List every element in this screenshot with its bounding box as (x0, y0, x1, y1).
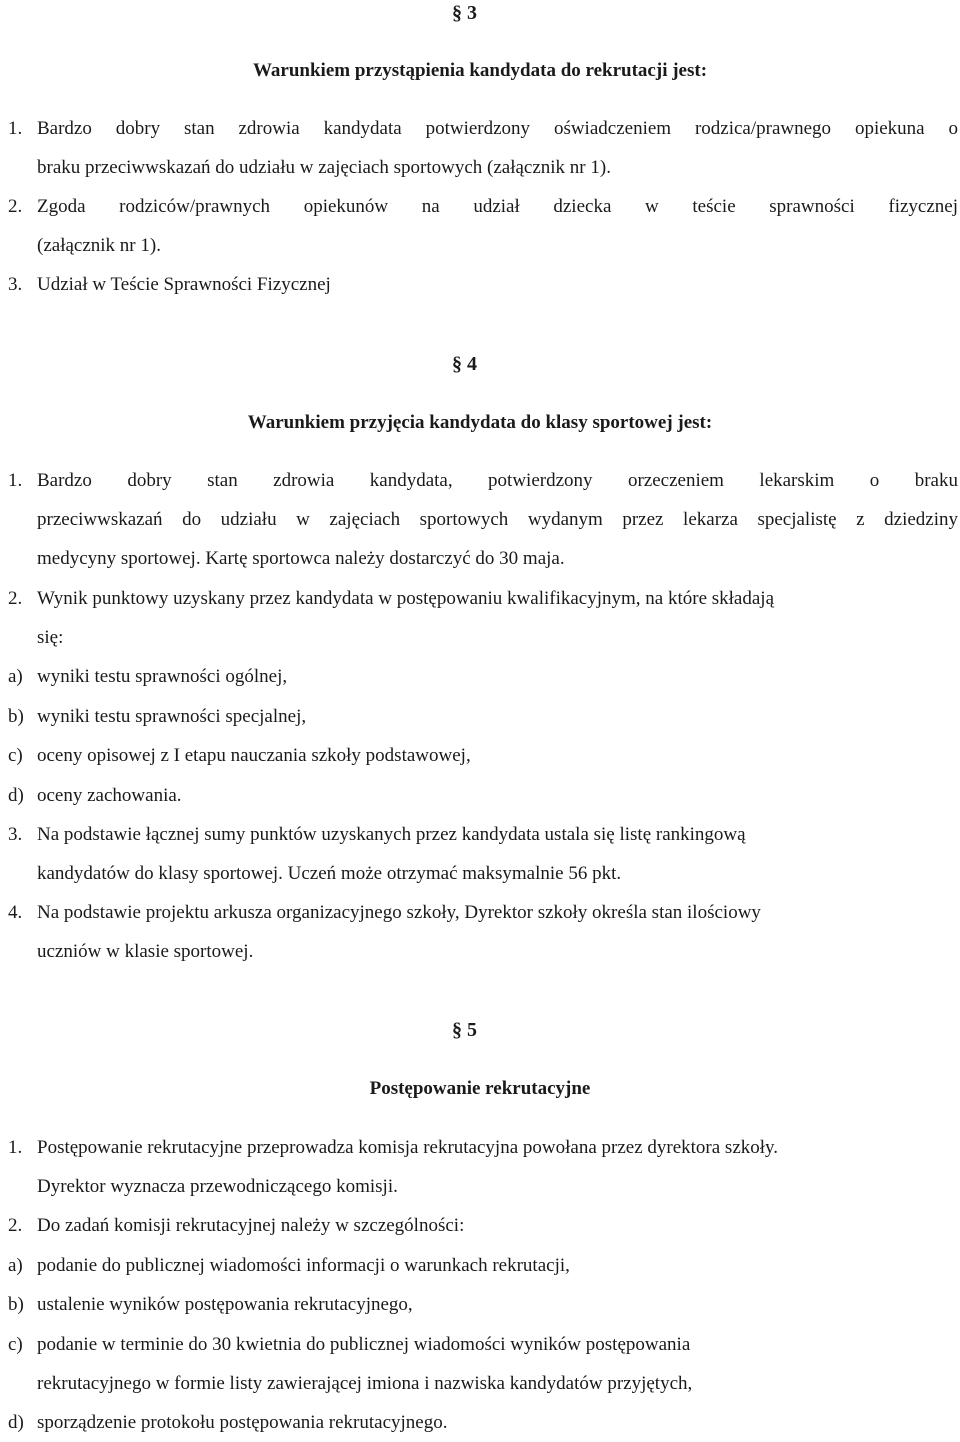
section-5-item-2 (8, 1206, 958, 1245)
item-marker: c) (8, 745, 23, 766)
section-5-item-b (8, 1285, 958, 1324)
section-3-item-1 (8, 109, 958, 148)
item-text-line: Dyrektor wyznacza przewodniczącego komisji. (37, 1176, 398, 1197)
item-marker: d) (8, 785, 24, 806)
item-marker: 3. (8, 824, 23, 845)
item-text-line: Na podstawie łącznej sumy punktów uzyskanych przez kandydata ustala się listę rankingową (37, 824, 746, 845)
section-3-item-3 (8, 265, 958, 304)
section-4-item-4 (8, 893, 958, 971)
section-5-item-a (8, 1246, 958, 1285)
item-text-line: Udział w Teście Sprawności Fizycznej (37, 274, 331, 295)
item-text-line: oceny opisowej z I etapu nauczania szkoły podstawowej, (37, 745, 471, 766)
section-3-item-1-cont (37, 148, 958, 187)
section-4-item-2 (8, 579, 958, 657)
item-marker: 1. (8, 118, 23, 139)
item-text-line: Wynik punktowy uzyskany przez kandydata w postępowaniu kwalifikacyjnym, na które składają (37, 588, 775, 609)
item-text-line: przeciwwskazań do udziału w zajęciach sportowych wydanym przez lekarza specjalistę z dziedziny (37, 509, 958, 530)
item-marker: 1. (8, 470, 23, 491)
item-text-line: wyniki testu sprawności specjalnej, (37, 706, 307, 727)
item-text-line: Bardzo dobry stan zdrowia kandydata, potwierdzony orzeczeniem lekarskim o braku (37, 470, 958, 491)
section-4-item-c (8, 736, 958, 775)
section-4-item-3 (8, 815, 958, 893)
item-text-line: Na podstawie projektu arkusza organizacyjnego szkoły, Dyrektor szkoły określa stan ilościowy (37, 902, 761, 923)
item-text-line: wyniki testu sprawności ogólnej, (37, 666, 288, 687)
item-marker: 3. (8, 274, 23, 295)
item-text-line: podanie w terminie do 30 kwietnia do publicznej wiadomości wyników postępowania (37, 1334, 691, 1355)
section-4-number: § 4 (452, 353, 477, 375)
item-text-line: kandydatów do klasy sportowej. Uczeń może otrzymać maksymalnie 56 pkt. (37, 863, 622, 884)
item-text-line: się: (37, 627, 64, 648)
item-marker: 2. (8, 1215, 23, 1236)
section-4-item-a (8, 657, 958, 696)
section-4-item-1 (8, 461, 958, 578)
section-3-number: § 3 (452, 2, 477, 24)
item-marker: c) (8, 1334, 23, 1355)
section-4-item-d (8, 776, 958, 815)
section-5-item-d (8, 1403, 958, 1442)
item-text-line: Do zadań komisji rekrutacyjnej należy w szczególności: (37, 1215, 465, 1236)
item-text-line: sporządzenie protokołu postępowania rekrutacyjnego. (37, 1412, 448, 1433)
section-4-item-b (8, 697, 958, 736)
item-text-line: braku przeciwwskazań do udziału w zajęciach sportowych (załącznik nr 1). (37, 157, 611, 178)
item-text-line: ustalenie wyników postępowania rekrutacyjnego, (37, 1294, 413, 1315)
item-text-line: Zgoda rodziców/prawnych opiekunów na udział dziecka w teście sprawności fizycznej (37, 196, 958, 217)
section-5-item-1 (8, 1128, 958, 1206)
item-marker: 2. (8, 588, 23, 609)
item-marker: 2. (8, 196, 23, 217)
item-text-line: Postępowanie rekrutacyjne przeprowadza komisja rekrutacyjna powołana przez dyrektora szkoły. (37, 1137, 779, 1158)
item-marker: d) (8, 1412, 24, 1433)
item-marker: b) (8, 706, 24, 727)
item-marker: b) (8, 1294, 24, 1315)
item-marker: a) (8, 1255, 23, 1276)
section-5-title: Postępowanie rekrutacyjne (369, 1078, 591, 1099)
section-5-item-c (8, 1325, 958, 1403)
item-text-line: uczniów w klasie sportowej. (37, 941, 254, 962)
item-text-line: podanie do publicznej wiadomości informacji o warunkach rekrutacji, (37, 1255, 570, 1276)
item-text-line: (załącznik nr 1). (37, 235, 161, 256)
section-4-title: Warunkiem przyjęcia kandydata do klasy sportowej jest: (247, 412, 713, 433)
item-text-line: medycyny sportowej. Kartę sportowca należy dostarczyć do 30 maja. (37, 548, 565, 569)
item-marker: a) (8, 666, 23, 687)
section-3-item-2 (8, 187, 958, 265)
item-text-line: rekrutacyjnego w formie listy zawierającej imiona i nazwiska kandydatów przyjętych, (37, 1373, 693, 1394)
section-5-number: § 5 (452, 1019, 477, 1041)
item-text-line: Bardzo dobry stan zdrowia kandydata potwierdzony oświadczeniem rodzica/prawnego opiekuna o (37, 118, 958, 139)
item-marker: 4. (8, 902, 23, 923)
item-text-line: oceny zachowania. (37, 785, 182, 806)
item-marker: 1. (8, 1137, 23, 1158)
section-3-title: Warunkiem przystąpienia kandydata do rekrutacji jest: (252, 60, 708, 81)
